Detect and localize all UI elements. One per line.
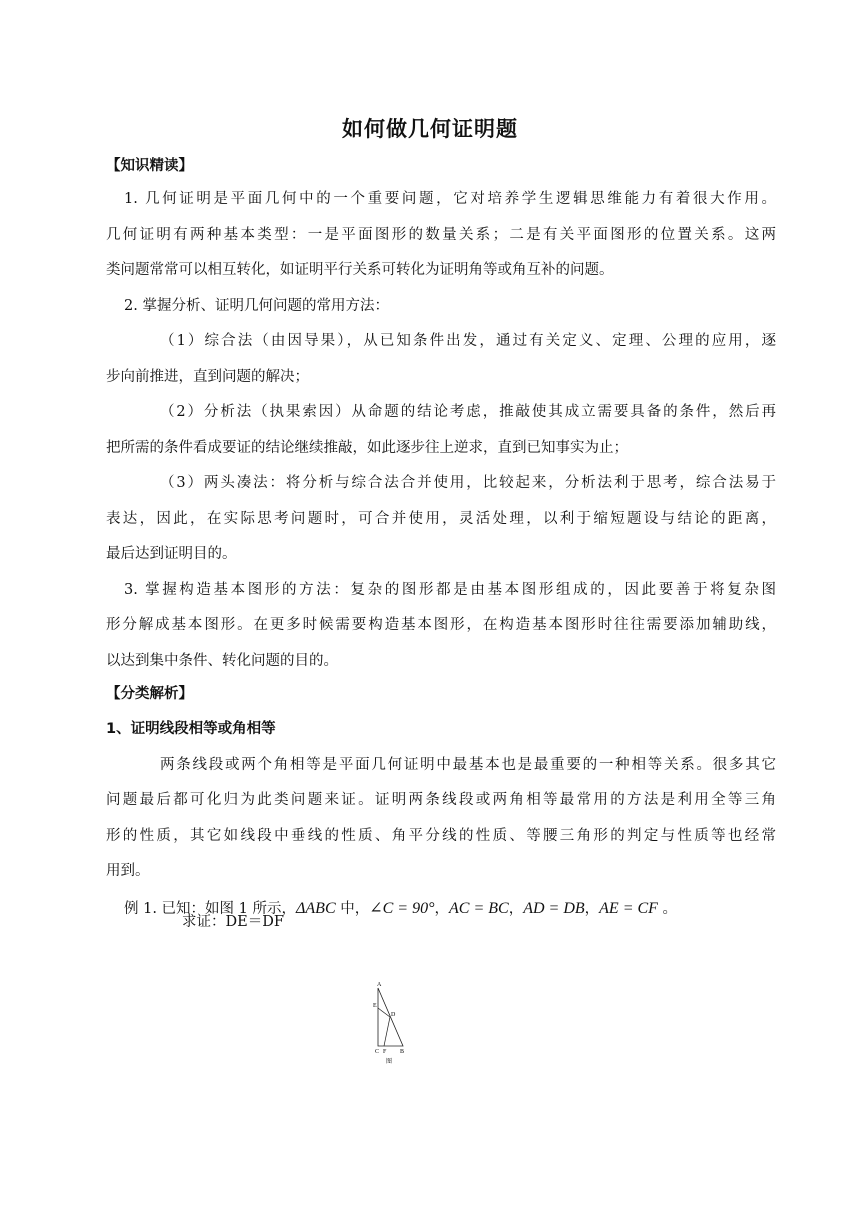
paragraph-line: 形分解成基本图形。在更多时候需要构造基本图形，在构造基本图形时往往需要添加辅助线，: [106, 617, 776, 633]
example-text: 。: [657, 901, 678, 917]
classify-heading: 【分类解析】: [106, 686, 193, 702]
triangle-symbol: ΔABC: [296, 900, 336, 917]
example-text: ，: [508, 901, 524, 917]
paragraph-line: 1. 几何证明是平面几何中的一个重要问题，它对培养学生逻辑思维能力有着很大作用。: [124, 191, 776, 207]
paragraph-line: （2）分析法（执果索因）从命题的结论考虑，推敲使其成立需要具备的条件，然后再: [160, 404, 776, 420]
paragraph-line: （1）综合法（由因导果），从已知条件出发，通过有关定义、定理、公理的应用，逐: [160, 333, 776, 349]
label-e: E: [373, 1003, 377, 1009]
label-b: B: [400, 1049, 405, 1055]
label-c: C: [375, 1049, 380, 1055]
paragraph-line: 把所需的条件看成要证的结论继续推敲，如此逐步往上逆求，直到已知事实为止；: [106, 440, 628, 456]
example-prefix: 例 1. 已知：如图 1 所示，: [124, 901, 296, 917]
paragraph-line: 以达到集中条件、转化问题的目的。: [106, 653, 338, 669]
label-f: F: [383, 1049, 387, 1055]
equality-ae-cf: AE = CF: [599, 900, 658, 917]
figure-caption: 图: [386, 1058, 393, 1065]
equality-ad-db: AD = DB: [523, 900, 585, 917]
paragraph-line: 最后达到证明目的。: [106, 546, 237, 562]
paragraph-line: 几何证明有两种基本类型：一是平面图形的数量关系；二是有关平面图形的位置关系。这两: [106, 227, 776, 243]
angle-condition: ∠C = 90°: [369, 900, 435, 917]
paragraph-line: 用到。: [106, 863, 150, 879]
triangle-figure: [370, 978, 410, 1068]
label-a: A: [377, 982, 382, 988]
paragraph-line: 步向前推进，直到问题的解决；: [106, 369, 309, 385]
knowledge-heading: 【知识精读】: [106, 158, 193, 174]
paragraph-line: 3. 掌握构造基本图形的方法：复杂的图形都是由基本图形组成的，因此要善于将复杂图: [124, 582, 776, 598]
paragraph-line: 类问题常常可以相互转化，如证明平行关系可转化为证明角等或角互补的问题。: [106, 262, 614, 278]
paragraph-line: 表达，因此，在实际思考问题时，可合并使用，灵活处理，以利于缩短题设与结论的距离，: [106, 511, 776, 527]
example-text: 中，: [335, 901, 370, 917]
paragraph-line: 问题最后都可化归为此类问题来证。证明两条线段或两角相等最常用的方法是利用全等三角: [106, 792, 776, 808]
equality-ac-bc: AC = BC: [449, 900, 509, 917]
example-text: ，: [584, 901, 600, 917]
segment-df: [384, 1017, 390, 1046]
label-d: D: [391, 1012, 396, 1018]
subsection-heading: 1、证明线段相等或角相等: [106, 721, 276, 737]
page-title: 如何做几何证明题: [342, 117, 518, 141]
paragraph-line: （3）两头凑法：将分析与综合法合并使用，比较起来，分析法利于思考，综合法易于: [160, 475, 776, 491]
prove-statement: 求证：DE＝DF: [182, 914, 284, 930]
example-text: ，: [434, 901, 449, 917]
paragraph-line: 2. 掌握分析、证明几何问题的常用方法：: [124, 298, 389, 314]
paragraph-line: 两条线段或两个角相等是平面几何证明中最基本也是最重要的一种相等关系。很多其它: [160, 757, 776, 773]
paragraph-line: 形的性质，其它如线段中垂线的性质、角平分线的性质、等腰三角形的判定与性质等也经常: [106, 828, 776, 844]
